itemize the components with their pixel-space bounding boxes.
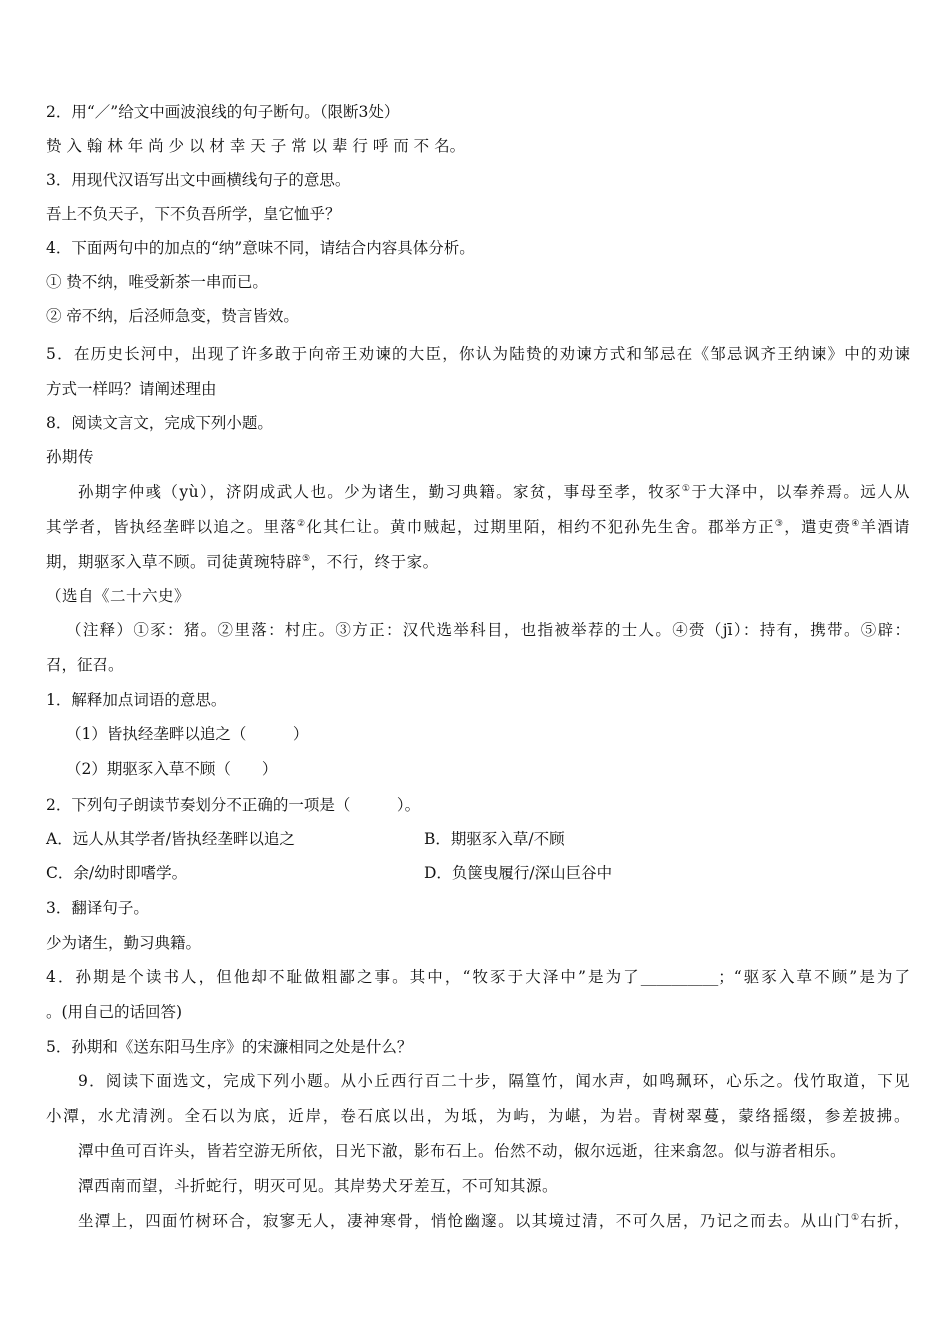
sentence-to-translate: 吾上不负天子，下不负吾所学，皇它恤乎？ bbox=[46, 205, 341, 223]
question-5-continued: 方式一样吗？请阐述理由 bbox=[46, 380, 217, 398]
options-row-cd bbox=[46, 862, 910, 884]
passage-line-2: 其学者，皆执经垄畔以追之。里落②化其仁让。黄巾贼起，过期里陌，相约不犯孙先生舍。郡举方正③，遣吏赍④羊酒请 bbox=[46, 518, 910, 536]
question-2-breaking: 2．用“／”给文中画波浪线的句子断句。（限断3处） bbox=[46, 103, 400, 121]
passage-source: （选自《二十六史》 bbox=[46, 587, 191, 605]
passage-line-1: 孙期字仲彧（yù），济阴成武人也。少为诸生，勤习典籍。家贫，事母至孝，牧豕①于大泽中，以奉养焉。远人从 bbox=[78, 483, 910, 501]
sentence-to-break: 贽 入 翰 林 年 尚 少 以 材 幸 天 子 常 以 辈 行 呼 而 不 名。 bbox=[46, 137, 466, 155]
question-3-translate: 3．用现代汉语写出文中画横线句子的意思。 bbox=[46, 171, 351, 189]
option-d[interactable]: D．负箧曳履行/深山巨谷中 bbox=[424, 864, 613, 882]
sub-question-4: 4．孙期是个读书人，但他却不耻做粗鄙之事。其中，“牧豕于大泽中”是为了__________；“驱豕入草不顾”是为了 bbox=[46, 968, 910, 986]
option-c[interactable]: C．余/幼时即嗜学。 bbox=[46, 864, 188, 882]
sub-question-1-item-1: （1）皆执经垄畔以追之（ ） bbox=[66, 725, 309, 743]
option-a[interactable]: A．远人从其学者/皆执经垄畔以追之 bbox=[46, 830, 295, 848]
footnote-mark-2: ② bbox=[297, 518, 307, 529]
sub-question-1: 1．解释加点词语的意思。 bbox=[46, 691, 227, 709]
na-sentence-1: ① 贽不纳，唯受新茶一串而已。 bbox=[46, 273, 268, 291]
question-9-passage-line-4: 潭西南而望，斗折蛇行，明灭可见。其岸势犬牙差互，不可知其源。 bbox=[78, 1177, 559, 1195]
footnote-mark-5: ⑤ bbox=[302, 553, 311, 564]
question-4-na: 4．下面两句中的加点的“纳”意味不同，请结合内容具体分析。 bbox=[46, 239, 475, 257]
annotations-continued: 召，征召。 bbox=[46, 656, 124, 674]
option-b[interactable]: B．期驱豕入草/不顾 bbox=[424, 830, 565, 848]
sub-question-3-sentence: 少为诸生，勤习典籍。 bbox=[46, 934, 202, 952]
passage-line-3: 期，期驱豕入草不顾。司徒黄琬特辟⑤，不行，终于家。 bbox=[46, 553, 439, 571]
question-5-remonstrance: 5．在历史长河中，出现了许多敢于向帝王劝谏的大臣，你认为陆贽的劝谏方式和邹忌在《邹忌讽齐王纳谏》中的劝谏 bbox=[46, 345, 910, 363]
footnote-mark-3: ③ bbox=[774, 518, 785, 529]
sub-question-5: 5．孙期和《送东阳马生序》的宋濂相同之处是什么？ bbox=[46, 1038, 413, 1056]
question-8-heading: 8．阅读文言文，完成下列小题。 bbox=[46, 414, 273, 432]
question-9-passage-line-5: 坐潭上，四面竹树环合，寂寥无人，凄神寒骨，悄怆幽邃。以其境过清，不可久居，乃记之而去。从山门①右折， bbox=[78, 1212, 910, 1230]
options-row-ab bbox=[46, 828, 910, 850]
passage-title: 孙期传 bbox=[46, 448, 95, 466]
na-sentence-2: ② 帝不纳，后泾师急变，贽言皆效。 bbox=[46, 307, 299, 325]
sub-question-3: 3．翻译句子。 bbox=[46, 899, 149, 917]
footnote-mark-4: ④ bbox=[851, 518, 861, 529]
sub-question-4-continued: 。(用自己的话回答) bbox=[46, 1003, 183, 1021]
footnote-mark-1: ① bbox=[681, 483, 692, 494]
sub-question-2: 2．下列句子朗读节奏划分不正确的一项是（ ）。 bbox=[46, 796, 421, 814]
footnote-mark-1b: ① bbox=[850, 1212, 861, 1223]
question-9-passage-line-1: 9．阅读下面选文，完成下列小题。从小丘西行百二十步，隔篁竹，闻水声，如鸣珮环，心乐之。伐竹取道，下见 bbox=[78, 1072, 910, 1090]
question-9-passage-line-2: 小潭，水尤清洌。全石以为底，近岸，卷石底以出，为坻，为屿，为嵁，为岩。青树翠蔓，蒙络摇缀，参差披拂。 bbox=[46, 1107, 910, 1125]
question-9-passage-line-3: 潭中鱼可百许头，皆若空游无所依，日光下澈，影布石上。佁然不动，俶尔远逝，往来翕忽。似与游者相乐。 bbox=[78, 1142, 847, 1160]
sub-question-1-item-2: （2）期驱豕入草不顾（ ） bbox=[66, 760, 278, 778]
annotations: （注释）①豕：猪。②里落：村庄。③方正：汉代选举科目，也指被举荐的士人。④赍（jī）：持有，携带。⑤辟： bbox=[66, 621, 910, 639]
